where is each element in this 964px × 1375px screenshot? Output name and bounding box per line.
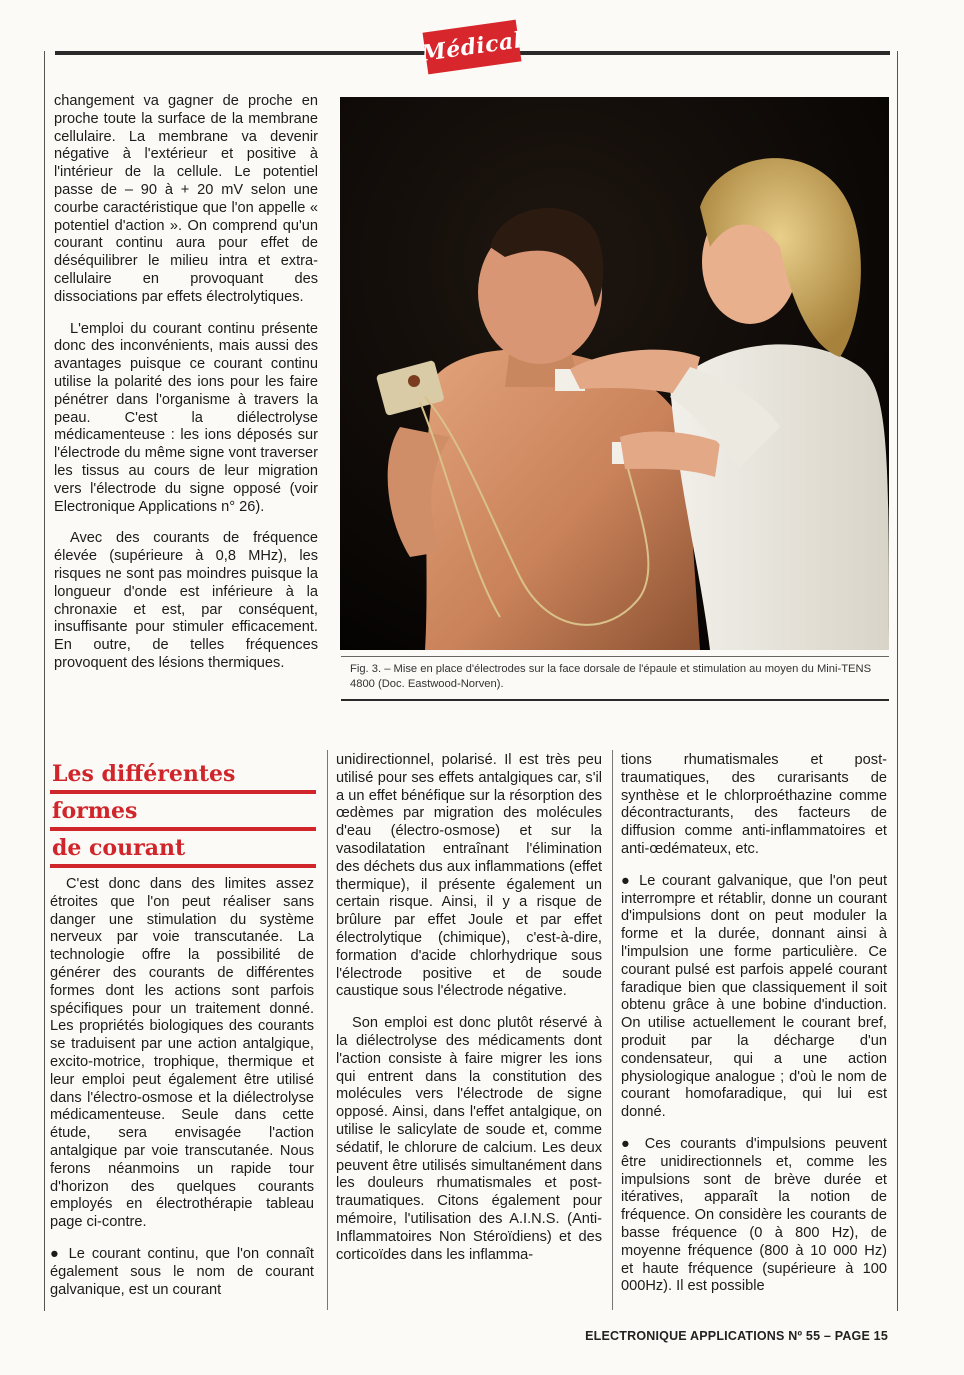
heading-line: de courant: [50, 832, 316, 868]
section-heading: [50, 758, 316, 869]
paragraph: Son emploi est donc plutôt réservé à la diélectrolyse des médicaments dont l'action consiste à faire migrer les ions qui entrent dans la constitution des molécules vers l'électrode de signe opposé. Ainsi, dans l'effet antalgique, on utilise le salicylate de soude et, comme sédatif, le chlorure de calcium. Les deux peuvent être utilisés simultanément dans les douleurs rhumatismales et post-traumatiques. Citons également pour mémoire, l'utilisation des A.I.N.S. (Anti-Inflammatoires Non Stéroïdiens) et des corticoïdes dans les inflamma-: [336, 1015, 602, 1263]
heading-line: formes: [50, 795, 316, 831]
column-3: [621, 752, 887, 1310]
left-margin-rule: [44, 51, 45, 1311]
paragraph: L'emploi du courant continu présente donc des inconvénients, mais aussi des avantages puisque ce courant continu utilise la polarité des ions pour les faire pénétrer dans l'organisme à travers la peau. C'est la diélectrolyse médicamenteuse : les ions déposés sur l'électrode du même signe vont traverser les tissus au cours de leur migration vers l'électrode du signe opposé (voir Electronique Applications n° 26).: [54, 320, 318, 515]
paragraph: ● Le courant continu, que l'on connaît également sous le nom de courant galvanique, est un courant: [50, 1245, 314, 1298]
electrode-stimulation-photo: [340, 97, 889, 650]
caption-rule-top: [341, 656, 889, 657]
paragraph: ● Le courant galvanique, que l'on peut interrompre et rétablir, donne un courant d'impulsions dont on peut moduler la forme et la durée, donnant ainsi à l'impulsion une forme particulière. Ce courant pulsé est parfois appelé courant faradique bien que classiquement il soit obtenu grâce à une bobine d'induction. On utilise actuellement le courant bref, produit par la décharge d'un condensateur, qui a une action physiologique analogue ; d'où le nom de courant homofaradique, qui lui est donné.: [621, 872, 887, 1121]
section-badge: [419, 20, 525, 75]
paragraph: C'est donc dans des limites assez étroites que l'on peut réaliser sans danger une stimulation du système nerveux par voie transcutanée. La technologie offre la possibilité de générer des courants de différentes formes dont les actions sont parfois spécifiques pour un traitement donné. Les propriétés biologiques des courants se traduisent par une action antalgique, excito-motrice, trophique, thermique et leur emploi peut également être utilisé dans l'électro-osmose et la diélectrolyse médicamenteuse. Seule dans cette étude, sera envisagée l'action antalgique par voie transcutanée. Nous ferons néanmoins un rapide tour d'horizon des quelques courants employés en électrothérapie tableau page ci-contre.: [50, 876, 314, 1231]
paragraph: tions rhumatismales et post-traumatiques, des curarisants de synthèse et le chlorproéthazine comme décontracturants, des facteurs de diffusion comme anti-inflammatoires et anti-œdémateux, etc.: [621, 752, 887, 857]
column-1-bottom: [50, 876, 314, 1313]
paragraph: ● Ces courants d'impulsions peuvent être unidirectionnels et, comme les impulsions sont de brève durée et itératives, apparaît la notion de fréquence. On considère les courants de basse fréquence (0 à 800 Hz), de moyenne fréquence (800 à 10 000 Hz) et haute fréquence (supérieure à 100 000Hz). Il est possible: [621, 1135, 887, 1295]
figure-caption: Fig. 3. – Mise en place d'électrodes sur la face dorsale de l'épaule et stimulation au moyen du Mini-TENS 4800 (Doc. Eastwood-Norven).: [350, 663, 872, 690]
column-1-top: [54, 93, 318, 687]
right-margin-rule: [897, 51, 898, 1311]
paragraph: Avec des courants de fréquence élevée (supérieure à 0,8 MHz), les risques ne sont pas moindres puisque la longueur d'onde est inférieure à la chronaxie et est, par conséquent, insuffisante pour stimuler efficacement. En outre, de telles fréquences provoquent des lésions thermiques.: [54, 530, 318, 671]
column-divider: [612, 750, 613, 1310]
figure-photo: [340, 97, 889, 650]
heading-line: Les différentes: [50, 758, 316, 794]
paragraph: unidirectionnel, polarisé. Il est très peu utilisé pour ses effets antalgiques car, s'il a un effet bénéfique sur la résorption des œdèmes par migration des molécules d'eau (électro-osmose) et sur la vasodilatation entraînant l'élimination des déchets dus aux inflammations (effet thermique), il présente également un certain risque. Ainsi, il y a risque de brûlure par effet Joule et par effet électrolytique (chimique), c'est-à-dire, formation d'acide chlorhydrique sous l'électrode positive et de soude caustique sous l'électrode négative.: [336, 752, 602, 1000]
page-footer: ELECTRONIQUE APPLICATIONS Nº 55 – PAGE 15: [585, 1329, 888, 1343]
column-2: [336, 752, 602, 1278]
section-badge-label: Médical: [419, 27, 525, 67]
column-divider: [327, 750, 328, 1310]
paragraph: changement va gagner de proche en proche toute la surface de la membrane cellulaire. La membrane va devenir négative à l'extérieur et positive à l'intérieur de la cellule. Le potentiel passe de – 90 à + 20 mV selon une courbe caractéristique que l'on appelle « potentiel d'action ». On comprend qu'un courant continu aura pour effet de déséquilibrer le milieu intra et extra-cellulaire en provoquant des dissociations par effets électrolytiques.: [54, 93, 318, 305]
caption-rule-bottom: [341, 699, 889, 701]
